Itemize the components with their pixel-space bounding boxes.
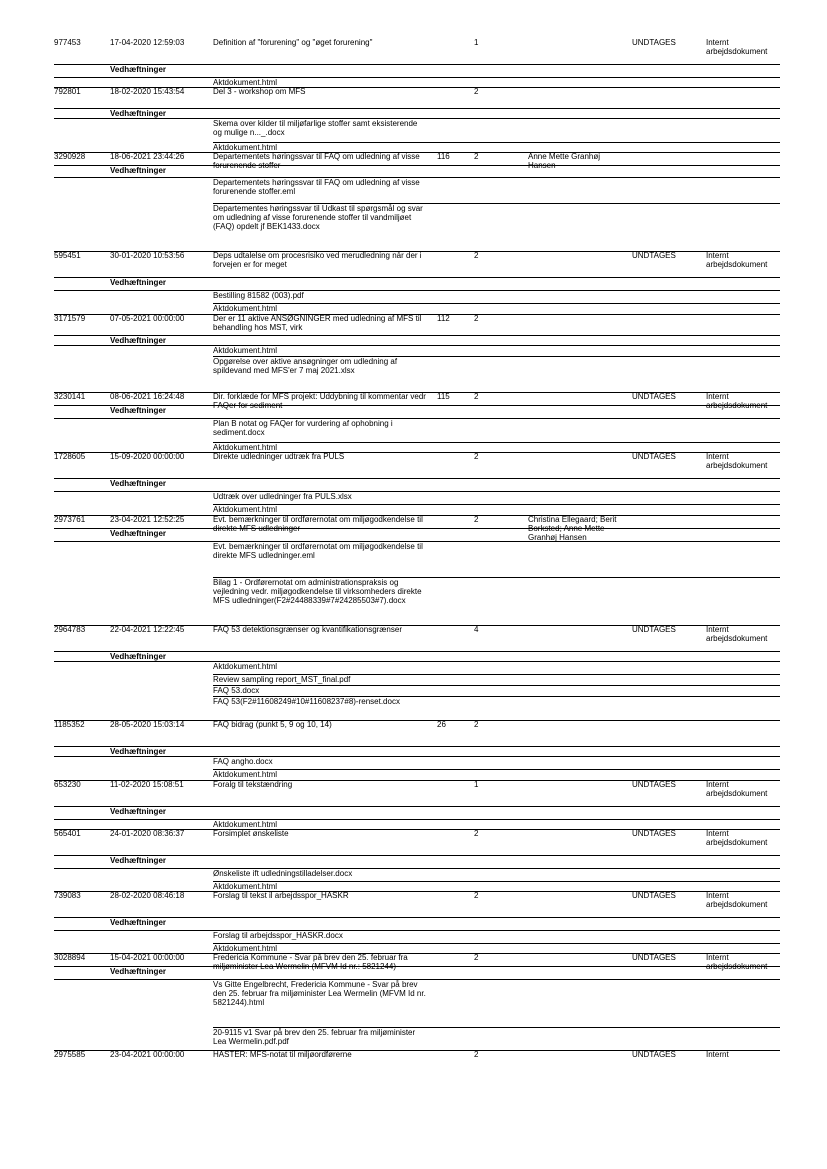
record-status: UNDTAGES [632,1050,676,1059]
record-date: 23-04-2021 12:52:25 [110,515,185,524]
attachment-name: Aktdokument.html [213,78,278,87]
record-status: UNDTAGES [632,780,676,789]
record-row[interactable] [54,625,780,651]
attachment-name: Aktdokument.html [213,820,278,829]
attachments-label: Vedhæftninger [110,479,167,488]
record-row[interactable] [54,87,780,108]
record-count: 1 [474,38,479,47]
attachment-row[interactable] [54,119,780,143]
attachment-row[interactable] [54,357,780,393]
attachments-label: Vedhæftninger [110,65,167,74]
record-row[interactable] [54,452,780,478]
attachment-name: Evt. bemærkninger til ordførernotat om miljøgodkendelse til direkte MFS udledninger.eml [213,542,423,560]
record-status: UNDTAGES [632,953,676,962]
record-status: UNDTAGES [632,251,676,260]
record-row[interactable] [54,720,780,746]
attachment-name: Departementes høringssvar til Udkast til spørgsmål og svar om udledning af visse forurenende stoffer til vandmiljøet (FAQ) opdelt jf BEK1433.docx [213,204,423,231]
record-type: Internt arbejdsdokument [706,38,768,56]
attachment-name: Aktdokument.html [213,770,278,779]
attachment-name: Departementets høringssvar til FAQ om udledning af visse forurenende stoffer.eml [213,178,420,196]
attachment-name: Aktdokument.html [213,662,278,671]
record-date: 28-05-2020 15:03:14 [110,720,185,729]
attachments-label: Vedhæftninger [110,747,167,756]
attachment-name: Aktdokument.html [213,882,278,891]
record-type: Internt arbejdsdokument [706,829,768,847]
attachments-label: Vedhæftninger [110,918,167,927]
record-count: 2 [474,515,479,524]
record-id: 2975585 [54,1050,86,1059]
record-type: Internt arbejdsdokument [706,452,768,470]
attachment-name: Aktdokument.html [213,944,278,953]
record-title: Deps udtalelse om procesrisiko ved merudledning når der i forvejen er for meget [213,251,422,269]
record-page: 116 [437,152,450,161]
record-count: 2 [474,392,479,401]
attachment-name: FAQ 53.docx [213,686,260,695]
attachment-name: Aktdokument.html [213,143,278,152]
record-type: Internt arbejdsdokument [706,392,768,410]
attachment-name: Vs Gitte Engelbrecht, Fredericia Kommune - Svar på brev den 25. februar fra miljøminister Lea Wermelin (MFVM Id nr. 5821244).html [213,980,426,1007]
record-contact: Christina Ellegaard; Berit Borksted; Anne Mette Granhøj Hansen [528,515,617,542]
record-type: Internt arbejdsdokument [706,780,768,798]
record-id: 3028894 [54,953,86,962]
record-title: Dir. forklæde for MFS projekt: Uddybning til kommentar vedr FAQer for sediment [213,392,426,410]
record-id: 1728605 [54,452,86,461]
record-contact: Anne Mette Granhøj Hansen [528,152,601,170]
attachment-name: Opgørelse over aktive ansøgninger om udledning af spildevand med MFS'er 7 maj 2021.xlsx [213,357,398,375]
record-row[interactable] [54,829,780,855]
record-id: 595451 [54,251,81,260]
record-title: HASTER: MFS-notat til miljøordførerne [213,1050,352,1059]
record-title: Forsimplet ønskeliste [213,829,289,838]
record-id: 3171579 [54,314,86,323]
record-count: 2 [474,152,479,161]
record-count: 2 [474,829,479,838]
attachments-label: Vedhæftninger [110,529,167,538]
record-date: 24-01-2020 08:36:37 [110,829,185,838]
record-date: 07-05-2021 00:00:00 [110,314,185,323]
attachments-label: Vedhæftninger [110,652,167,661]
record-title: Der er 11 aktive ANSØGNINGER med udledning af MFS til behandling hos MST, virk [213,314,422,332]
record-date: 15-09-2020 00:00:00 [110,452,185,461]
attachment-row[interactable] [54,980,780,1028]
attachment-row[interactable] [54,542,780,578]
record-page: 26 [437,720,446,729]
attachment-row[interactable] [54,204,780,252]
record-id: 739083 [54,891,81,900]
record-row[interactable] [54,1050,780,1063]
attachment-name: Aktdokument.html [213,346,278,355]
record-type: Internt arbejdsdokument [706,625,768,643]
record-title: Forslag til tekst il arbejdsspor_HASKR [213,891,349,900]
record-date: 15-04-2021 00:00:00 [110,953,185,962]
attachments-label: Vedhæftninger [110,336,167,345]
attachments-label: Vedhæftninger [110,166,167,175]
attachment-row[interactable] [54,1028,780,1051]
record-id: 2964783 [54,625,86,634]
attachments-label: Vedhæftninger [110,807,167,816]
record-status: UNDTAGES [632,38,676,47]
record-id: 1185352 [54,720,85,729]
record-title: FAQ 53 detektionsgrænser og kvantifikationsgrænser [213,625,402,634]
record-date: 30-01-2020 10:53:56 [110,251,185,260]
record-status: UNDTAGES [632,891,676,900]
record-id: 3230141 [54,392,86,401]
attachment-name: Aktdokument.html [213,443,278,452]
attachment-name: Plan B notat og FAQer for vurdering af ophobning i sediment.docx [213,419,393,437]
record-status: UNDTAGES [632,392,676,401]
record-type: Internt arbejdsdokument [706,891,768,909]
record-title: Evt. bemærkninger til ordførernotat om miljøgodkendelse til direkte MFS udledninger [213,515,423,533]
attachments-label: Vedhæftninger [110,109,167,118]
record-date: 22-04-2021 12:22:45 [110,625,185,634]
record-row[interactable] [54,953,780,971]
attachments-label: Vedhæftninger [110,967,167,976]
record-type: Internt [706,1050,729,1059]
record-status: UNDTAGES [632,829,676,838]
record-id: 792801 [54,87,81,96]
record-id: 977453 [54,38,81,47]
record-title: Del 3 - workshop om MFS [213,87,306,96]
attachment-row[interactable] [54,578,780,626]
attachments-label: Vedhæftninger [110,856,167,865]
record-title: FAQ bidrag (punkt 5, 9 og 10, 14) [213,720,332,729]
attachment-name: Review sampling report_MST_final.pdf [213,675,351,684]
attachment-name: Skema over kilder til miljøfarlige stoffer samt eksisterende og mulige n..._.docx [213,119,418,137]
record-row[interactable] [54,38,780,64]
attachment-name: Aktdokument.html [213,505,278,514]
record-page: 112 [437,314,450,323]
attachment-name: Bilag 1 - Ordførernotat om administrationspraksis og vejledning vedr. miljøgodkendelse til virksomheders direkte MFS udledninger(F2#24488339#7#24285503#7).docx [213,578,422,605]
attachments-label: Vedhæftninger [110,406,167,415]
record-count: 2 [474,87,479,96]
record-id: 2973761 [54,515,86,524]
attachment-row[interactable] [54,419,780,443]
record-date: 18-02-2020 15:43:54 [110,87,185,96]
record-row[interactable] [54,152,780,170]
attachment-row[interactable] [54,697,780,721]
record-count: 2 [474,251,479,260]
attachment-name: Bestilling 81582 (003).pdf [213,291,304,300]
record-row[interactable] [54,251,780,277]
record-title: Departementets høringssvar til FAQ om udledning af visse forurenende stoffer [213,152,420,170]
record-id: 653230 [54,780,81,789]
record-id: 565401 [54,829,81,838]
record-count: 2 [474,452,479,461]
record-title: Definition af "forurening" og "øget forurening" [213,38,373,47]
record-title: Foralg til tekstændring [213,780,293,789]
record-row[interactable] [54,392,780,410]
record-id: 3290928 [54,152,86,161]
attachment-name: Forslag til arbejdsspor_HASKR.docx [213,931,343,940]
attachment-name: FAQ angho.docx [213,757,273,766]
record-date: 08-06-2021 16:24:48 [110,392,185,401]
attachment-name: FAQ 53(F2#11608249#10#11608237#8)-renset.docx [213,697,400,706]
record-count: 2 [474,314,479,323]
attachment-name: Aktdokument.html [213,304,278,313]
attachment-name: Udtræk over udledninger fra PULS.xlsx [213,492,352,501]
record-row[interactable] [54,780,780,806]
record-row[interactable] [54,891,780,917]
record-count: 2 [474,953,479,962]
record-date: 28-02-2020 08:46:18 [110,891,185,900]
record-row[interactable] [54,314,780,335]
record-count: 2 [474,891,479,900]
record-date: 11-02-2020 15:08:51 [110,780,184,789]
record-count: 2 [474,720,479,729]
record-count: 1 [474,780,479,789]
record-count: 4 [474,625,479,634]
attachments-label: Vedhæftninger [110,278,167,287]
attachment-row[interactable] [54,178,780,204]
record-date: 17-04-2020 12:59:03 [110,38,185,47]
attachment-name: Ønskeliste ift udledningstilladelser.docx [213,869,353,878]
record-type: Internt arbejdsdokument [706,953,768,971]
record-title: Fredericia Kommune - Svar på brev den 25. februar fra miljøminister Lea Wermelin (MFVM Id nr.: 5821244) [213,953,408,971]
record-status: UNDTAGES [632,625,676,634]
record-type: Internt arbejdsdokument [706,251,768,269]
record-count: 2 [474,1050,479,1059]
attachment-name: 20-9115 v1 Svar på brev den 25. februar fra miljøminister Lea Wermelin.pdf.pdf [213,1028,416,1046]
record-title: Direkte udledninger udtræk fra PULS [213,452,345,461]
record-date: 23-04-2021 00:00:00 [110,1050,185,1059]
record-status: UNDTAGES [632,452,676,461]
record-page: 115 [437,392,450,401]
record-date: 18-06-2021 23:44:26 [110,152,185,161]
